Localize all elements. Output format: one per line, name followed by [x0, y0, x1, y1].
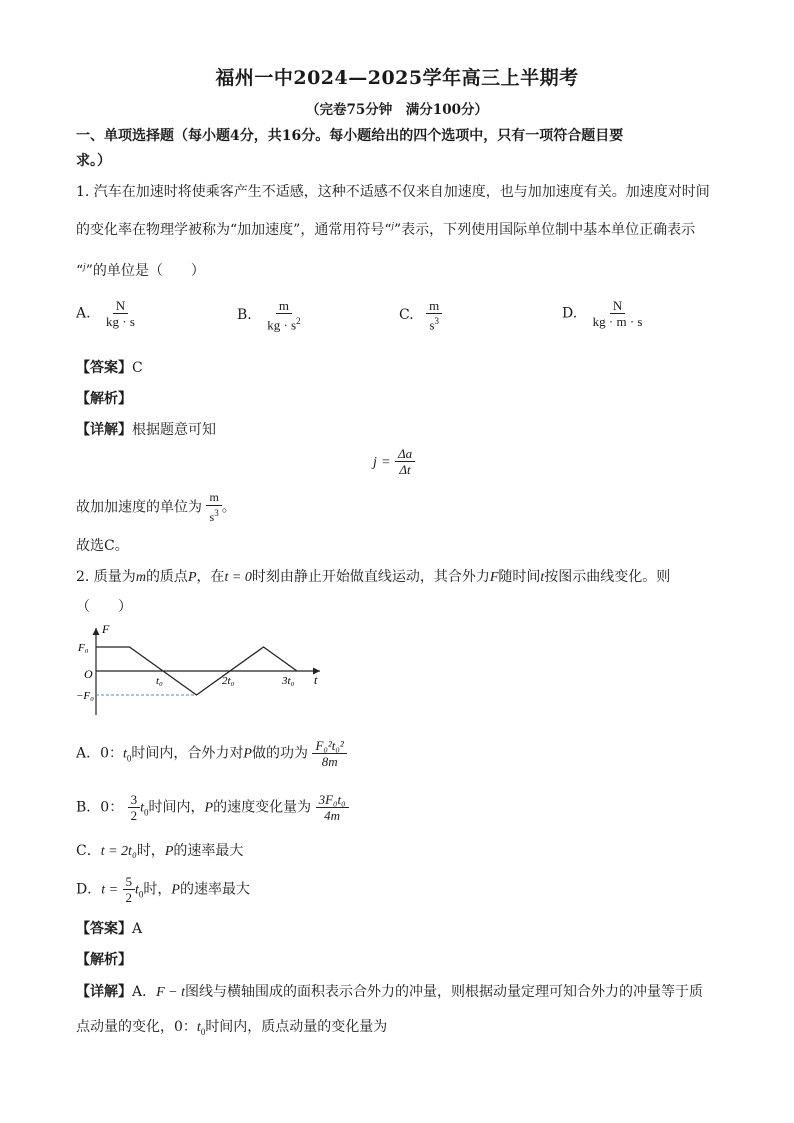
q1-analysis-tag: 【解析】: [76, 391, 132, 407]
q2-option-a[interactable]: A．0：$t_0$时间内，合外力对P做的功为 $\frac{\text{F₀²t₀²}}{8m}$: [76, 738, 347, 769]
origin-label: O: [84, 667, 93, 681]
option-fraction: $\frac{N}{kg \cdot s}$: [106, 298, 135, 329]
q2-stem-line1: 2. 质量为m的质点P，在t = 0时刻由静止开始做直线运动，其合外力F随时间t按图示曲线变化。则: [76, 569, 671, 585]
q2-detail-line1: 【详解】A．F − t图线与横轴围成的面积表示合外力的冲量，则根据动量定理可知合外力的冲量等于质: [76, 984, 704, 1000]
q2-detail-line2: 点动量的变化，0：$t_0$时间内，质点动量的变化量为: [76, 1019, 388, 1037]
q1-option-d[interactable]: D. $\frac{N}{kg \cdot m \cdot s}$: [562, 298, 645, 329]
q2-analysis-tag: 【解析】: [76, 952, 132, 968]
q2-option-b[interactable]: B．0： $\frac{3}{2}$ $t_0$时间内，P的速度变化量为 $\frac{\text{3F₀t₀}}{4m}$: [76, 792, 349, 823]
section-heading: 一、单项选择题（每小题4分，共16分。每小题给出的四个选项中，只有一项符合题目要: [76, 128, 624, 144]
q2-paren: （ ）: [76, 599, 132, 615]
q2-answer: 【答案】A: [76, 921, 143, 937]
option-fraction: $\frac{m}{s^3}$: [426, 298, 442, 332]
symbol-j: j: [391, 220, 394, 231]
q1-option-b[interactable]: B. $\frac{m}{kg \cdot s^2}$: [237, 298, 304, 332]
q2-option-d[interactable]: D．t = $\frac{5}{2}$ $t_0$时，P的速率最大: [76, 874, 250, 905]
symbol-j: j: [83, 261, 86, 272]
page-title: 福州一中2024—2025学年高三上半期考: [215, 67, 579, 89]
tick-t0: t₀: [156, 675, 163, 687]
q1-detail: 【详解】根据题意可知: [76, 422, 216, 438]
option-fraction: $\frac{N}{kg \cdot m \cdot s}$: [592, 298, 643, 329]
q1-option-c[interactable]: C. $\frac{m}{s^3}$: [399, 298, 442, 332]
tick-3t0: 3t₀: [282, 675, 295, 687]
tick-neg-f0: −F₀: [76, 690, 94, 702]
q1-choose: 故选C。: [76, 538, 129, 554]
section-heading-cont: 求。）: [76, 153, 111, 169]
tick-f0: F₀: [78, 642, 89, 654]
q2-option-c[interactable]: C．t = 2t₀时，P的速率最大: [76, 843, 244, 859]
q1-stem-line2: 的变化率在物理学被称为“加加速度”，通常用符号“$^j$”表示，下列使用国际单位制中基本单位正确表示: [76, 220, 696, 238]
x-axis-label: t: [314, 673, 318, 687]
q1-conclusion: 故加加速度的单位为 $\frac{m}{s^3}$ 。: [76, 490, 236, 524]
force-time-graph: [76, 620, 336, 720]
q1-answer: 【答案】C: [76, 360, 143, 376]
y-axis-label: F: [102, 622, 110, 636]
page-subtitle: （完卷75分钟 满分100分）: [306, 102, 488, 118]
tick-2t0: 2t₀: [222, 675, 235, 687]
q1-formula: j = $\frac{\Delta a}{\Delta t}$: [373, 446, 415, 477]
q1-option-a[interactable]: A. $\frac{N}{kg \cdot s}$: [76, 298, 138, 329]
q1-stem-line1: 1. 汽车在加速时将使乘客产生不适感，这种不适感不仅来自加速度，也与加加速度有关。加速度对时间: [76, 184, 710, 200]
option-fraction: $\frac{m}{kg \cdot s^2}$: [267, 298, 301, 333]
q1-stem-line3: “$^j$”的单位是（ ）: [76, 261, 205, 279]
